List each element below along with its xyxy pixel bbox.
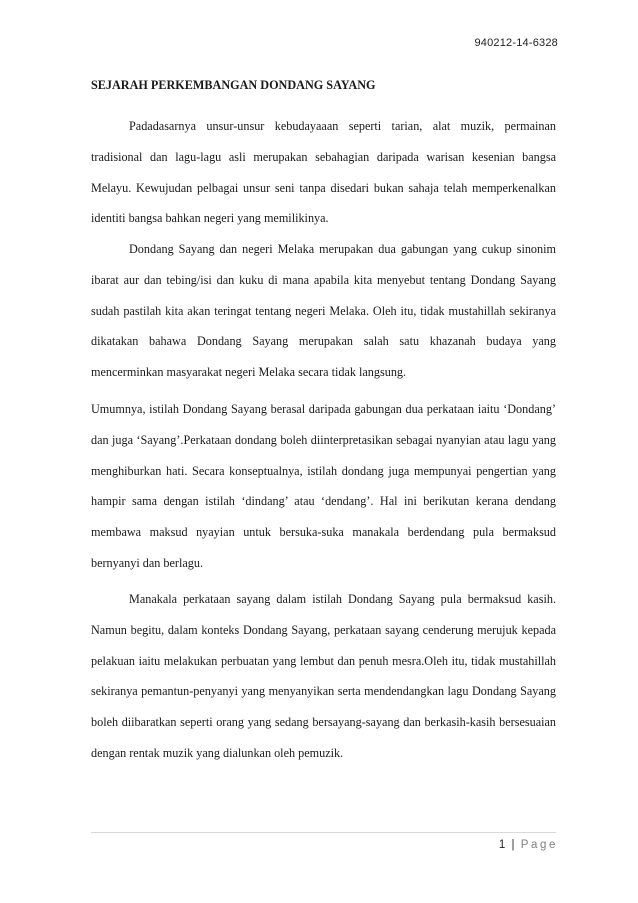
page-footer [499,839,558,851]
page-separator: | [511,839,515,851]
paragraph-4: Manakala perkataan sayang dalam istilah Dondang Sayang pula bermaksud kasih. Namun begitu, dalam konteks Dondang Sayang, perkataan sayang cenderung merujuk kepada pelakuan iaitu melakukan perbuatan yang lembut dan penuh mesra.Oleh itu, tidak mustahillah sekiranya pemantun-penyanyi yang menyanyikan serta mendendangkan lagu Dondang Sayang boleh diibaratkan seperti orang yang sedang bersayang-sayang dan berkasih-kasih bersesuaian dengan rentak muzik yang dialunkan oleh pemuzik. [91,592,556,760]
footer-divider [91,832,556,833]
page-label: Page [520,839,558,851]
paragraph-1: Padadasarnya unsur-unsur kebudayaaan seperti tarian, alat muzik, permainan tradisional dan lagu-lagu asli merupakan sebahagian daripada warisan kesenian bangsa Melayu. Kewujudan pelbagai unsur seni tanpa disedari bukan sahaja telah memperkenalkan identiti bangsa bahkan negeri yang memilikinya. [91,119,556,226]
page-number: 1 [498,839,506,851]
document-id-header: 940212-14-6328 [474,37,558,49]
paragraph-2: Dondang Sayang dan negeri Melaka merupakan dua gabungan yang cukup sinonim ibarat aur dan tebing/isi dan kuku di mana apabila kita menyebut tentang Dondang Sayang sudah pastilah kita akan teringat tentang negeri Melaka. Oleh itu, tidak mustahillah sekiranya dikatakan bahawa Dondang Sayang merupakan salah satu khazanah budaya yang mencerminkan masyarakat negeri Melaka secara tidak langsung. [91,242,556,380]
document-title: SEJARAH PERKEMBANGAN DONDANG SAYANG [91,78,376,92]
paragraph-3: Umumnya, istilah Dondang Sayang berasal daripada gabungan dua perkataan iaitu ‘Dondang’ dan juga ‘Sayang’.Perkataan dondang boleh diinterpretasikan sebagai nyanyian atau lagu yang menghiburkan hati. Secara konseptualnya, istilah dondang juga mempunyai pengertian yang hampir sama dengan istilah ‘dindang’ atau ‘dendang’. Hal ini berikutan kerana dendang membawa maksud nyayian untuk bersuka-suka manakala berdendang pula bermaksud bernyanyi dan berlagu. [91,402,556,570]
